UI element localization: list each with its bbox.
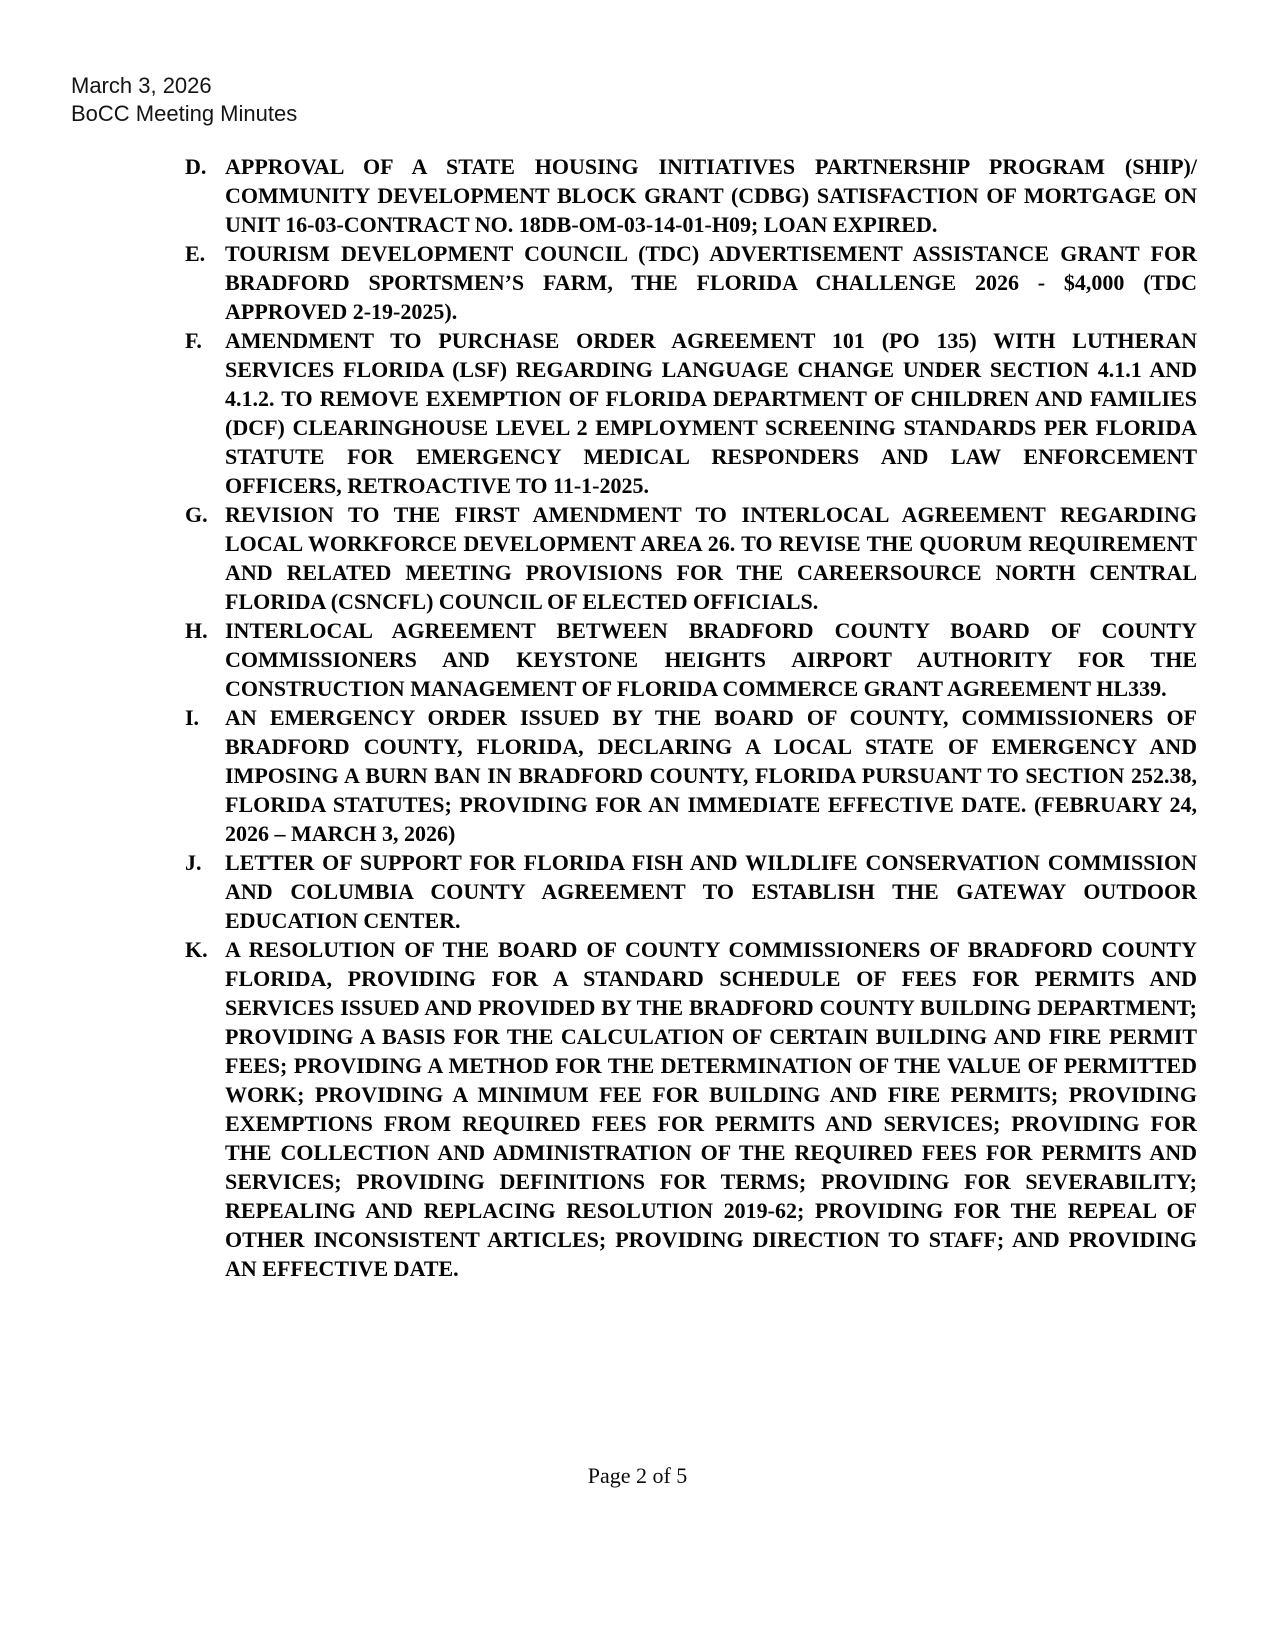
item-text: AMENDMENT TO PURCHASE ORDER AGREEMENT 101 (PO 135) WITH LUTHERAN SERVICES FLORIDA (LSF) REGARDING LANGUAGE CHANGE UNDER SECTION 4.1.1 AND 4.1.2. TO REMOVE EXEMPTION OF FLORIDA DEPARTMENT OF CHILDREN AND FAMILIES (DCF) CLEARINGHOUSE LEVEL 2 EMPLOYMENT SCREENING STANDARDS PER FLORIDA STATUTE FOR EMERGENCY MEDICAL RESPONDERS AND LAW ENFORCEMENT OFFICERS, RETROACTIVE TO 11-1-2025.: [225, 328, 1197, 498]
agenda-item: [185, 935, 1197, 1283]
agenda-item: [185, 616, 1197, 703]
item-letter: G.: [185, 502, 208, 527]
item-text: APPROVAL OF A STATE HOUSING INITIATIVES PARTNERSHIP PROGRAM (SHIP)/ COMMUNITY DEVELOPMENT BLOCK GRANT (CDBG) SATISFACTION OF MORTGAGE ON UNIT 16-03-CONTRACT NO. 18DB-OM-03-14-01-H09; LOAN EXPIRED.: [225, 154, 1197, 237]
document-header: [71, 72, 297, 128]
agenda-item: [185, 239, 1197, 326]
agenda-item: [185, 703, 1197, 848]
header-title: BoCC Meeting Minutes: [71, 101, 298, 126]
agenda-item: [185, 152, 1197, 239]
item-letter: J.: [185, 850, 202, 875]
header-date: March 3, 2026: [71, 73, 212, 98]
agenda-item: [185, 326, 1197, 500]
item-text: TOURISM DEVELOPMENT COUNCIL (TDC) ADVERTISEMENT ASSISTANCE GRANT FOR BRADFORD SPORTSMEN’S FARM, THE FLORIDA CHALLENGE 2026 - $4,000 (TDC APPROVED 2-19-2025).: [225, 241, 1197, 324]
item-text: LETTER OF SUPPORT FOR FLORIDA FISH AND WILDLIFE CONSERVATION COMMISSION AND COLUMBIA COUNTY AGREEMENT TO ESTABLISH THE GATEWAY OUTDOOR EDUCATION CENTER.: [225, 850, 1197, 933]
agenda-item: [185, 848, 1197, 935]
item-letter: K.: [185, 937, 208, 962]
agenda-list: [185, 152, 1197, 1283]
page-footer: [0, 1461, 1275, 1490]
item-letter: D.: [185, 154, 207, 179]
item-text: INTERLOCAL AGREEMENT BETWEEN BRADFORD COUNTY BOARD OF COUNTY COMMISSIONERS AND KEYSTONE HEIGHTS AIRPORT AUTHORITY FOR THE CONSTRUCTION MANAGEMENT OF FLORIDA COMMERCE GRANT AGREEMENT HL339.: [225, 618, 1197, 701]
item-letter: E.: [185, 241, 206, 266]
item-letter: I.: [185, 705, 200, 730]
item-text: REVISION TO THE FIRST AMENDMENT TO INTERLOCAL AGREEMENT REGARDING LOCAL WORKFORCE DEVELOPMENT AREA 26. TO REVISE THE QUORUM REQUIREMENT AND RELATED MEETING PROVISIONS FOR THE CAREERSOURCE NORTH CENTRAL FLORIDA (CSNCFL) COUNCIL OF ELECTED OFFICIALS.: [225, 502, 1197, 614]
item-text: AN EMERGENCY ORDER ISSUED BY THE BOARD OF COUNTY, COMMISSIONERS OF BRADFORD COUNTY, FLORIDA, DECLARING A LOCAL STATE OF EMERGENCY AND IMPOSING A BURN BAN IN BRADFORD COUNTY, FLORIDA PURSUANT TO SECTION 252.38, FLORIDA STATUTES; PROVIDING FOR AN IMMEDIATE EFFECTIVE DATE. (FEBRUARY 24, 2026 – MARCH 3, 2026): [225, 705, 1197, 846]
item-letter: H.: [185, 618, 208, 643]
page-number-label: Page 2 of 5: [587, 1463, 688, 1488]
item-text: A RESOLUTION OF THE BOARD OF COUNTY COMMISSIONERS OF BRADFORD COUNTY FLORIDA, PROVIDING FOR A STANDARD SCHEDULE OF FEES FOR PERMITS AND SERVICES ISSUED AND PROVIDED BY THE BRADFORD COUNTY BUILDING DEPARTMENT; PROVIDING A BASIS FOR THE CALCULATION OF CERTAIN BUILDING AND FIRE PERMIT FEES; PROVIDING A METHOD FOR THE DETERMINATION OF THE VALUE OF PERMITTED WORK; PROVIDING A MINIMUM FEE FOR BUILDING AND FIRE PERMITS; PROVIDING EXEMPTIONS FROM REQUIRED FEES FOR PERMITS AND SERVICES; PROVIDING FOR THE COLLECTION AND ADMINISTRATION OF THE REQUIRED FEES FOR PERMITS AND SERVICES; PROVIDING DEFINITIONS FOR TERMS; PROVIDING FOR SEVERABILITY; REPEALING AND REPLACING RESOLUTION 2019-62; PROVIDING FOR THE REPEAL OF OTHER INCONSISTENT ARTICLES; PROVIDING DIRECTION TO STAFF; AND PROVIDING AN EFFECTIVE DATE.: [225, 937, 1197, 1281]
item-letter: F.: [185, 328, 202, 353]
agenda-item: [185, 500, 1197, 616]
